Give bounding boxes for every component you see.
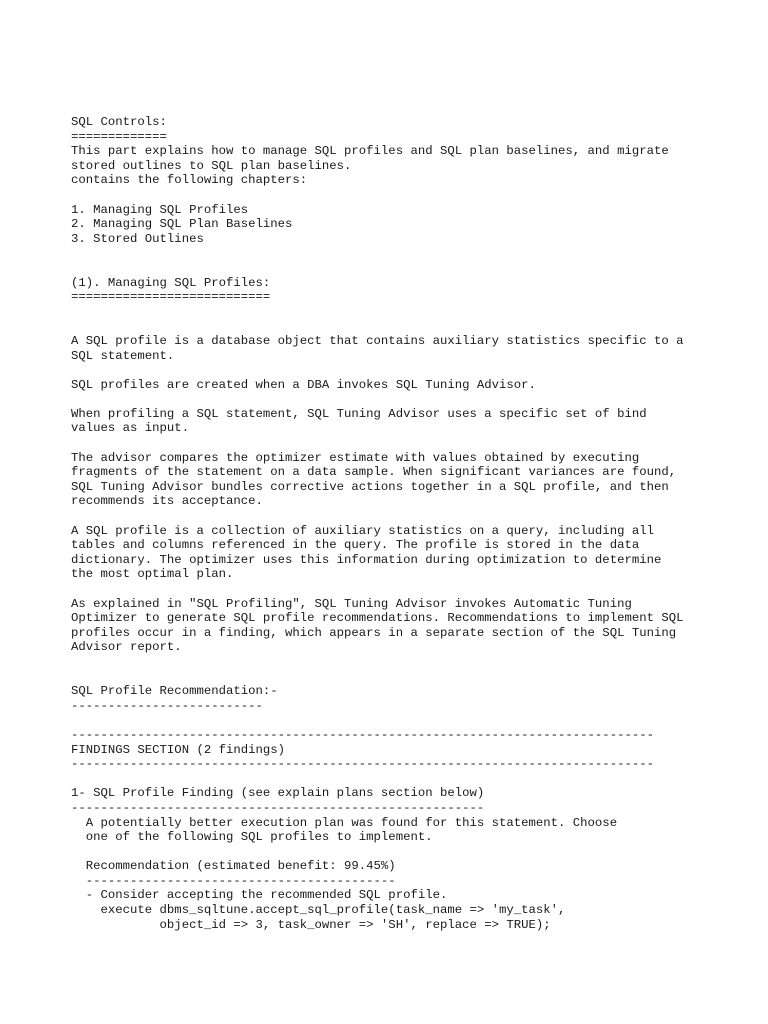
text-line [71, 319, 761, 334]
text-line: -------------------------- [71, 698, 263, 713]
text-line [71, 305, 761, 320]
text-line [71, 261, 761, 276]
text-line: object_id => 3, task_owner => 'SH', replace => TRUE); [71, 917, 551, 932]
text-line [71, 509, 761, 524]
text-line: When profiling a SQL statement, SQL Tuning Advisor uses a specific set of bind [71, 406, 647, 421]
text-line: stored outlines to SQL plan baselines. [71, 158, 352, 173]
text-line [71, 246, 761, 261]
text-line: ------------------------------------------------------------------------------- [71, 757, 654, 772]
text-line: Advisor report. [71, 640, 182, 655]
text-line: Recommendation (estimated benefit: 99.45%) [71, 859, 396, 874]
text-line: SQL Tuning Advisor bundles corrective actions together in a SQL profile, and then [71, 479, 669, 494]
text-line: 1. Managing SQL Profiles [71, 202, 249, 217]
text-line [71, 670, 761, 685]
text-line [71, 772, 761, 787]
text-line [71, 655, 761, 670]
text-line: 2. Managing SQL Plan Baselines [71, 217, 293, 232]
text-line [71, 363, 761, 378]
text-line: values as input. [71, 421, 190, 436]
text-line: dictionary. The optimizer uses this information during optimization to determine [71, 552, 662, 567]
text-line: 1- SQL Profile Finding (see explain plans section below) [71, 786, 485, 801]
text-line: ============= [71, 129, 167, 144]
text-line: A SQL profile is a database object that contains auxiliary statistics specific to a [71, 333, 684, 348]
text-line: the most optimal plan. [71, 567, 234, 582]
text-line: As explained in "SQL Profiling", SQL Tuning Advisor invokes Automatic Tuning [71, 596, 632, 611]
text-line: A SQL profile is a collection of auxiliary statistics on a query, including all [71, 523, 654, 538]
text-line: Optimizer to generate SQL profile recommendations. Recommendations to implement SQL [71, 611, 684, 626]
document-body [71, 115, 761, 932]
text-line: =========================== [71, 290, 271, 305]
text-line [71, 845, 761, 860]
text-line: tables and columns referenced in the query. The profile is stored in the data [71, 538, 640, 553]
text-line [71, 392, 761, 407]
text-line [71, 188, 761, 203]
text-line: ------------------------------------------ [71, 873, 396, 888]
text-line [71, 713, 761, 728]
text-line: one of the following SQL profiles to implement. [71, 830, 433, 845]
text-line: -------------------------------------------------------- [71, 800, 485, 815]
text-line: The advisor compares the optimizer estimate with values obtained by executing [71, 450, 640, 465]
text-line: 3. Stored Outlines [71, 231, 204, 246]
text-line: FINDINGS SECTION (2 findings) [71, 742, 286, 757]
text-line: contains the following chapters: [71, 173, 308, 188]
text-line: This part explains how to manage SQL profiles and SQL plan baselines, and migrate [71, 144, 669, 159]
text-line: SQL Controls: [71, 115, 167, 129]
text-line: fragments of the statement on a data sample. When significant variances are found, [71, 465, 677, 480]
text-line: SQL statement. [71, 348, 175, 363]
text-line [71, 436, 761, 451]
text-line: recommends its acceptance. [71, 494, 263, 509]
text-line: execute dbms_sqltune.accept_sql_profile(task_name => 'my_task', [71, 903, 566, 918]
text-line [71, 582, 761, 597]
text-line: SQL profiles are created when a DBA invokes SQL Tuning Advisor. [71, 377, 536, 392]
text-line: (1). Managing SQL Profiles: [71, 275, 271, 290]
text-line: ------------------------------------------------------------------------------- [71, 727, 654, 742]
text-line: A potentially better execution plan was found for this statement. Choose [71, 815, 618, 830]
text-line: - Consider accepting the recommended SQL profile. [71, 888, 448, 903]
text-line: profiles occur in a finding, which appears in a separate section of the SQL Tuning [71, 625, 677, 640]
text-line: SQL Profile Recommendation:- [71, 684, 278, 699]
